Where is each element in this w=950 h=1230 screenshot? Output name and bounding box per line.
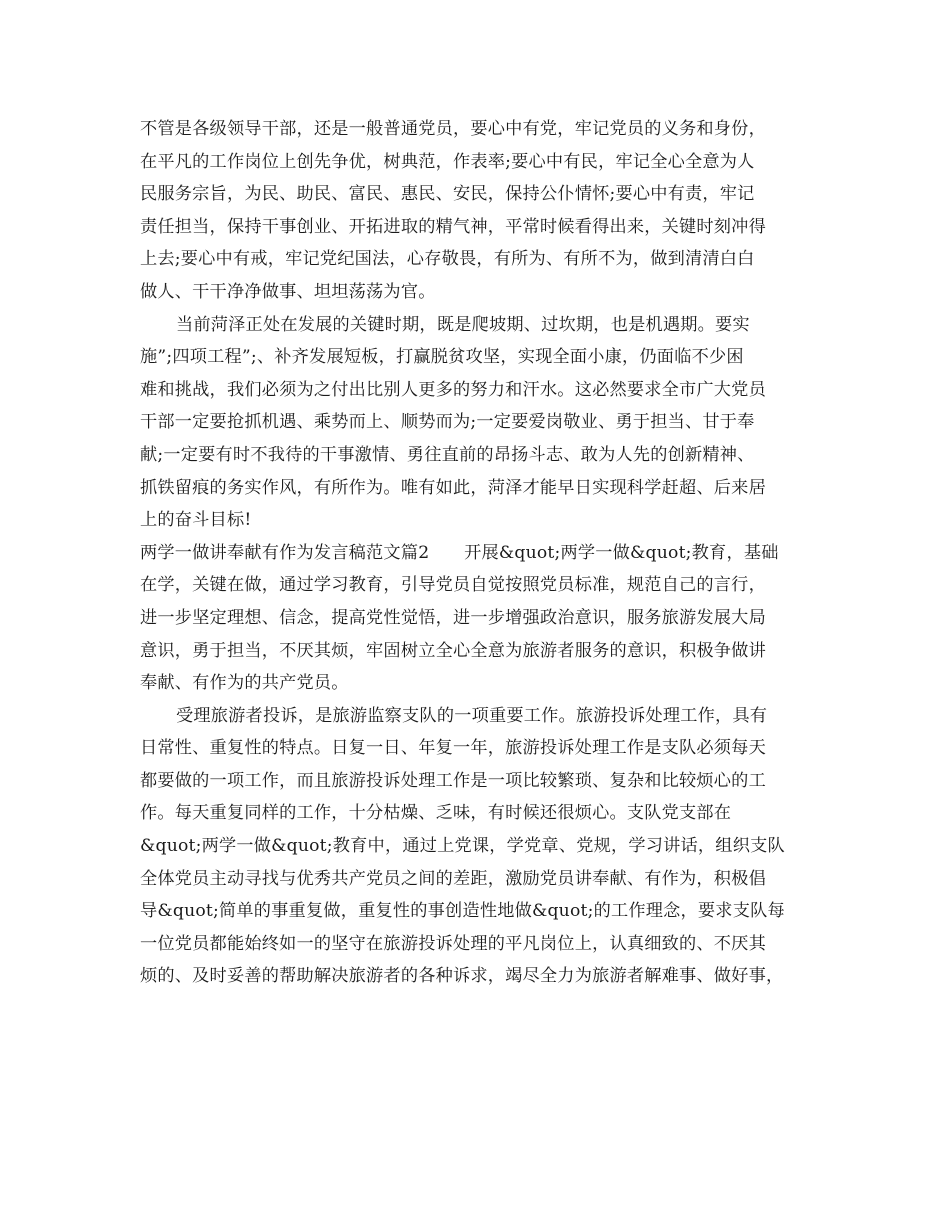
document-body [140,113,830,993]
text-line: 日常性、重复性的特点。日复一日、年复一年，旅游投诉处理工作是支队必须每天 [140,738,766,759]
text-line: 在学，关键在做，通过学习教育，引导党员自觉按照党员标准，规范自己的言行， [140,575,766,596]
paragraph-first-line: 受理旅游者投诉，是旅游监察支队的一项重要工作。旅游投诉处理工作，具有 [176,705,768,726]
text-line: 抓铁留痕的务实作风，有所作为。唯有如此，菏泽才能早日实现科学赶超、后来居 [140,477,766,498]
text-line: 不管是各级领导干部，还是一般普通党员，要心中有党，牢记党员的义务和身份， [140,119,766,139]
text-line: 上的奋斗目标! [140,510,252,531]
text-line: 烦的、及时妥善的帮助解决旅游者的各种诉求，竭尽全力为旅游者解难事、做好事， [140,966,784,987]
text-line: 责任担当，保持干事创业、开拓进取的精气神，平常时候看得出来，关键时刻冲得 [140,216,766,237]
text-line: 意识，勇于担当，不厌其烦，牢固树立全心全意为旅游者服务的意识，积极争做讲 [140,640,766,661]
text-line: 献;一定要有时不我待的干事激情、勇往直前的昂扬斗志、敢为人先的创新精神、 [140,444,755,465]
text-line: 作。每天重复同样的工作，十分枯燥、乏味，有时候还很烦心。支队党支部在 [140,803,732,824]
text-line: 在平凡的工作岗位上创先争优，树典范，作表率;要心中有民，牢记全心全意为人 [140,151,755,172]
text-line: 一位党员都能始终如一的坚守在旅游投诉处理的平凡岗位上，认真细致的、不厌其 [140,933,766,954]
text-line: 做人、干干净净做事、坦坦荡荡为官。 [140,281,436,302]
text-line: 施”;四项工程”;、补齐发展短板，打赢脱贫攻坚，实现全面小康，仍面临不少困 [140,347,744,368]
text-line: 难和挑战，我们必须为之付出比别人更多的努力和汗水。这必然要求全市广大党员 [140,379,766,400]
text-line: 导&quot;简单的事重复做，重复性的事创造性地做&quot;的工作理念，要求支队每 [140,901,785,922]
paragraph-first-line: 当前菏泽正处在发展的关键时期，既是爬坡期、过坎期，也是机遇期。要实 [176,314,750,335]
text-line: 进一步坚定理想、信念，提高党性觉悟，进一步增强政治意识，服务旅游发展大局 [140,607,766,628]
text-line: 全体党员主动寻找与优秀共产党员之间的差距，激励党员讲奉献、有作为，积极倡 [140,868,766,889]
section-title-line: 两学一做讲奉献有作为发言稿范文篇2 开展&quot;两学一做&quot;教育，基础 [140,542,779,563]
text-line: &quot;两学一做&quot;教育中，通过上党课，学党章、党规，学习讲话，组织支队 [140,836,785,857]
text-line: 民服务宗旨，为民、助民、富民、惠民、安民，保持公仆情怀;要心中有责，牢记 [140,184,755,205]
text-line: 上去;要心中有戒，牢记党纪国法，心存敬畏，有所为、有所不为，做到清清白白 [140,249,755,270]
text-line: 干部一定要抢抓机遇、乘势而上、顺势而为;一定要爱岗敬业、勇于担当、甘于奉 [140,412,755,433]
text-line: 奉献、有作为的共产党员。 [140,673,349,694]
text-line: 都要做的一项工作，而且旅游投诉处理工作是一项比较繁琐、复杂和比较烦心的工 [140,770,766,791]
